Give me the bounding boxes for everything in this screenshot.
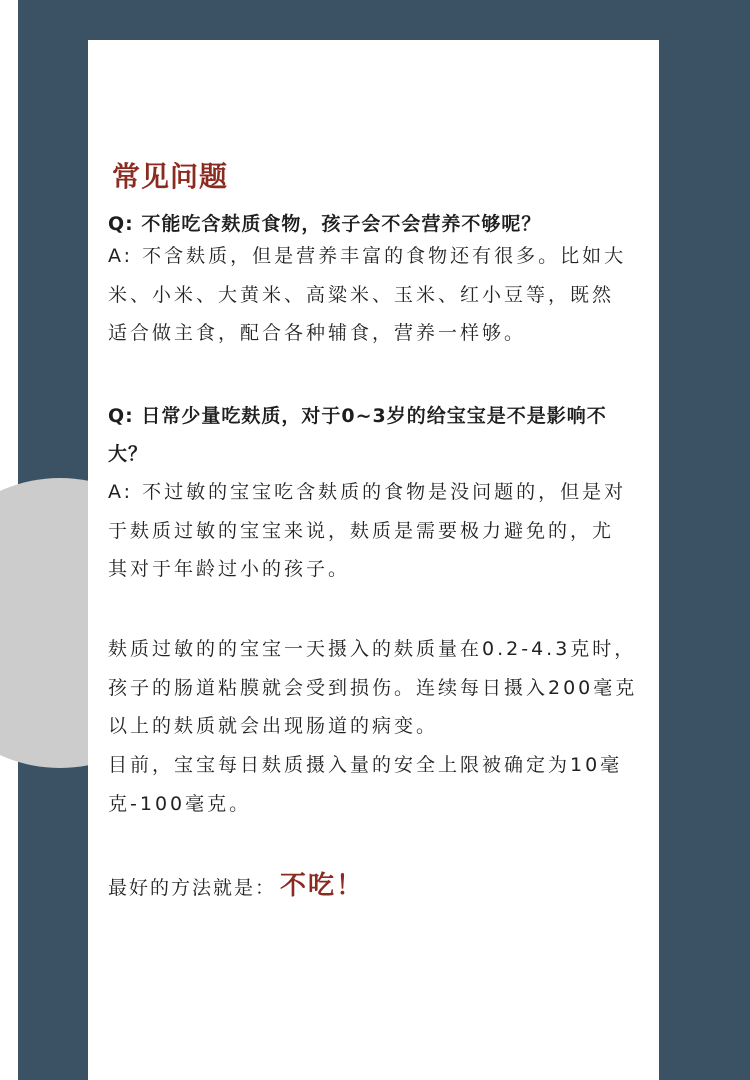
paragraph-safe-limit: 目前，宝宝每日麸质摄入量的安全上限被确定为10毫克-100毫克。 bbox=[108, 754, 623, 815]
faq-question-2: Q: 日常少量吃麸质，对于0~3岁的给宝宝是不是影响不大？ bbox=[108, 405, 607, 465]
conclusion bbox=[108, 865, 364, 902]
conclusion-lead: 最好的方法就是： bbox=[108, 877, 277, 899]
paragraph-intake-damage: 麸质过敏的的宝宝一天摄入的麸质量在0.2-4.3克时，孩子的肠道粘膜就会受到损伤。连续每日摄入200毫克以上的麸质就会出现肠道的病变。 bbox=[108, 638, 638, 737]
section-title: 常见问题 bbox=[112, 160, 229, 193]
faq-answer-1: A: 不含麸质，但是营养丰富的食物还有很多。比如大米、小米、大黄米、高粱米、玉米、红小豆等，既然适合做主食，配合各种辅食，营养一样够。 bbox=[108, 245, 627, 344]
faq-question-1: Q: 不能吃含麸质食物，孩子会不会营养不够呢？ bbox=[108, 213, 542, 235]
conclusion-emphasis: 不吃！ bbox=[280, 871, 365, 901]
faq-answer-2: A: 不过敏的宝宝吃含麸质的食物是没问题的，但是对于麸质过敏的宝宝来说，麸质是需要极力避免的，尤其对于年龄过小的孩子。 bbox=[108, 481, 627, 580]
